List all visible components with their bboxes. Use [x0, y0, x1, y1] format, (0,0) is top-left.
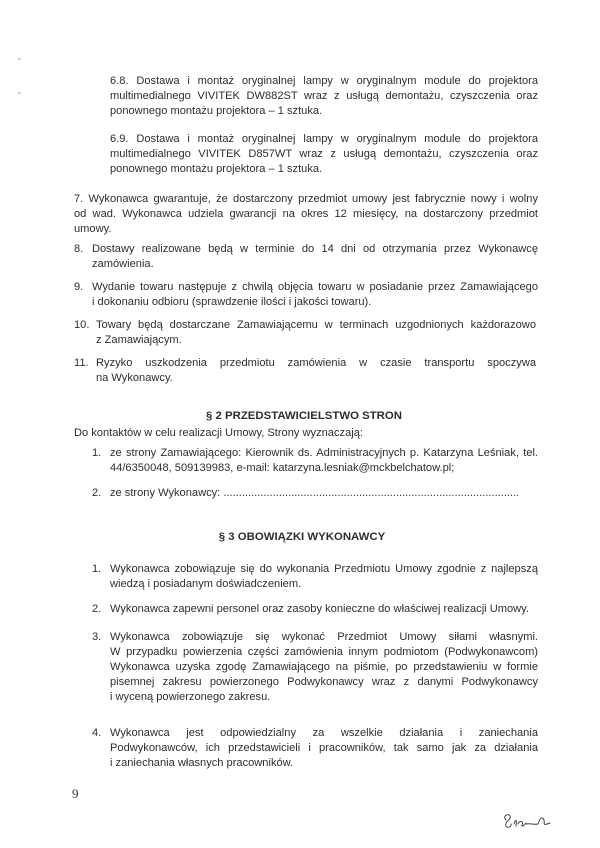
clause-line: Ryzyko uszkodzenia przedmiotu zamówienia w czasie transportu spoczywa — [96, 357, 536, 369]
duty-number: 1. — [92, 563, 102, 575]
clause-line: zamówienia. — [92, 258, 154, 270]
clause-line — [110, 132, 538, 147]
duty-line: Wykonawca jest odpowiedzialny za wszelkie działania i zaniechania — [110, 727, 538, 739]
clause-line — [74, 192, 538, 207]
clause-11 — [96, 356, 536, 386]
duty-line: i zaniechania własnych pracowników. — [110, 757, 294, 769]
party-line: ze strony Zamawiającego: Kierownik ds. Administracyjnych p. Katarzyna Leśniak, tel. — [110, 447, 538, 459]
duty-2 — [110, 602, 538, 617]
intro-line: Do kontaktów w celu realizacji Umowy, Strony wyznaczają: — [74, 427, 363, 439]
contractor-placeholder-line: ze strony Wykonawcy: ................................................................................................ — [110, 487, 520, 499]
clause-number: 11. — [74, 357, 89, 369]
clause-number: 6.8. — [110, 75, 129, 87]
clause-9 — [92, 280, 538, 310]
clause-line: ponownego montażu projektora – 1 sztuka. — [110, 163, 323, 175]
clause-line: ponownego montażu projektora – 1 sztuka. — [110, 105, 323, 117]
duty-line: i wyceną powierzonego zakresu. — [110, 691, 271, 703]
duty-number: 4. — [92, 727, 102, 739]
scan-mark — [18, 92, 21, 94]
section-2-heading: § 2 PRZEDSTAWICIELSTWO STRON — [206, 410, 402, 422]
duty-line: pisemnej zakresu powierzonego Podwykonawcy wraz z danymi Podwykonawcy — [110, 676, 538, 688]
duty-1 — [110, 562, 538, 592]
clause-line: Wydanie towaru następuje z chwilą objęcia towaru w posiadanie przez Zamawiającego — [92, 281, 538, 293]
clause-line: umowy. — [74, 223, 112, 235]
party-contracting-authority — [110, 446, 538, 476]
clause-6-8 — [110, 74, 538, 119]
party-number: 1. — [92, 447, 102, 459]
clause-line: z Zamawiającym. — [96, 334, 182, 346]
duty-line: Wykonawca uzyska zgodę Zamawiającego na piśmie, po przedstawieniu w formie — [110, 661, 538, 673]
scan-mark — [18, 58, 21, 60]
clause-line — [110, 74, 538, 89]
duty-number: 3. — [92, 631, 102, 643]
clause-number: 9. — [74, 281, 84, 293]
duty-3 — [110, 630, 538, 705]
clause-number: 10. — [74, 319, 90, 331]
party-line: 44/6350048, 509139983, e-mail: katarzyna.lesniak@mckbelchatow.pl; — [110, 462, 455, 474]
clause-number: 7. — [74, 193, 84, 205]
clause-text: Wykonawca gwarantuje, że dostarczony przedmiot umowy jest fabrycznie nowy i wolny — [88, 193, 538, 205]
clause-7 — [74, 192, 538, 237]
party-contractor — [110, 486, 538, 501]
clause-line: Dostawy realizowane będą w terminie do 14 dni od otrzymania przez Wykonawcę — [92, 243, 538, 255]
page-number: 9 — [72, 786, 79, 801]
clause-line: multimedialnego VIVITEK D857WT wraz z usługą demontażu, czyszczenia oraz — [110, 148, 538, 160]
clause-text: Dostawa i montaż oryginalnej lampy w oryginalnym module do projektora — [136, 133, 538, 145]
clause-line: multimedialnego VIVITEK DW882ST wraz z usługą demontażu, czyszczenia oraz — [110, 90, 538, 102]
duty-line: Wykonawca zapewni personel oraz zasoby konieczne do właściwej realizacji Umowy. — [110, 603, 529, 615]
clause-number: 6.9. — [110, 133, 129, 145]
clause-6-9 — [110, 132, 538, 177]
clause-line: od wad. Wykonawca udziela gwarancji na okres 12 miesięcy, na dostarczony przedmiot — [74, 208, 538, 220]
party-number: 2. — [92, 487, 102, 499]
signature-icon — [498, 808, 558, 834]
duty-line: wiedzą i posiadanym doświadczeniem. — [110, 578, 302, 590]
section-2-intro — [74, 426, 538, 441]
clause-10 — [96, 318, 536, 348]
duty-line: W przypadku powierzenia części zamówienia innym podmiotom (Podwykonawcom) — [110, 646, 538, 658]
duty-number: 2. — [92, 603, 102, 615]
section-3-heading: § 3 OBOWIĄZKI WYKONAWCY — [218, 531, 386, 543]
clause-text: Dostawa i montaż oryginalnej lampy w oryginalnym module do projektora — [136, 75, 538, 87]
clause-line: na Wykonawcy. — [96, 372, 173, 384]
duty-line: Wykonawca zobowiązuje się do wykonania Przedmiotu Umowy zgodnie z najlepszą — [110, 563, 538, 575]
clause-line: Towary będą dostarczane Zamawiającemu w terminach uzgodnionych każdorazowo — [96, 319, 536, 331]
duty-4 — [110, 726, 538, 771]
clause-number: 8. — [74, 243, 84, 255]
clause-line: i dokonaniu odbioru (sprawdzenie ilości i jakości towaru). — [92, 296, 372, 308]
duty-line: Podwykonawców, ich przedstawicieli i pracowników, tak samo jak za działania — [110, 742, 538, 754]
duty-line: Wykonawca zobowiązuje się wykonać Przedmiot Umowy siłami własnymi. — [110, 631, 538, 643]
clause-8 — [92, 242, 538, 272]
